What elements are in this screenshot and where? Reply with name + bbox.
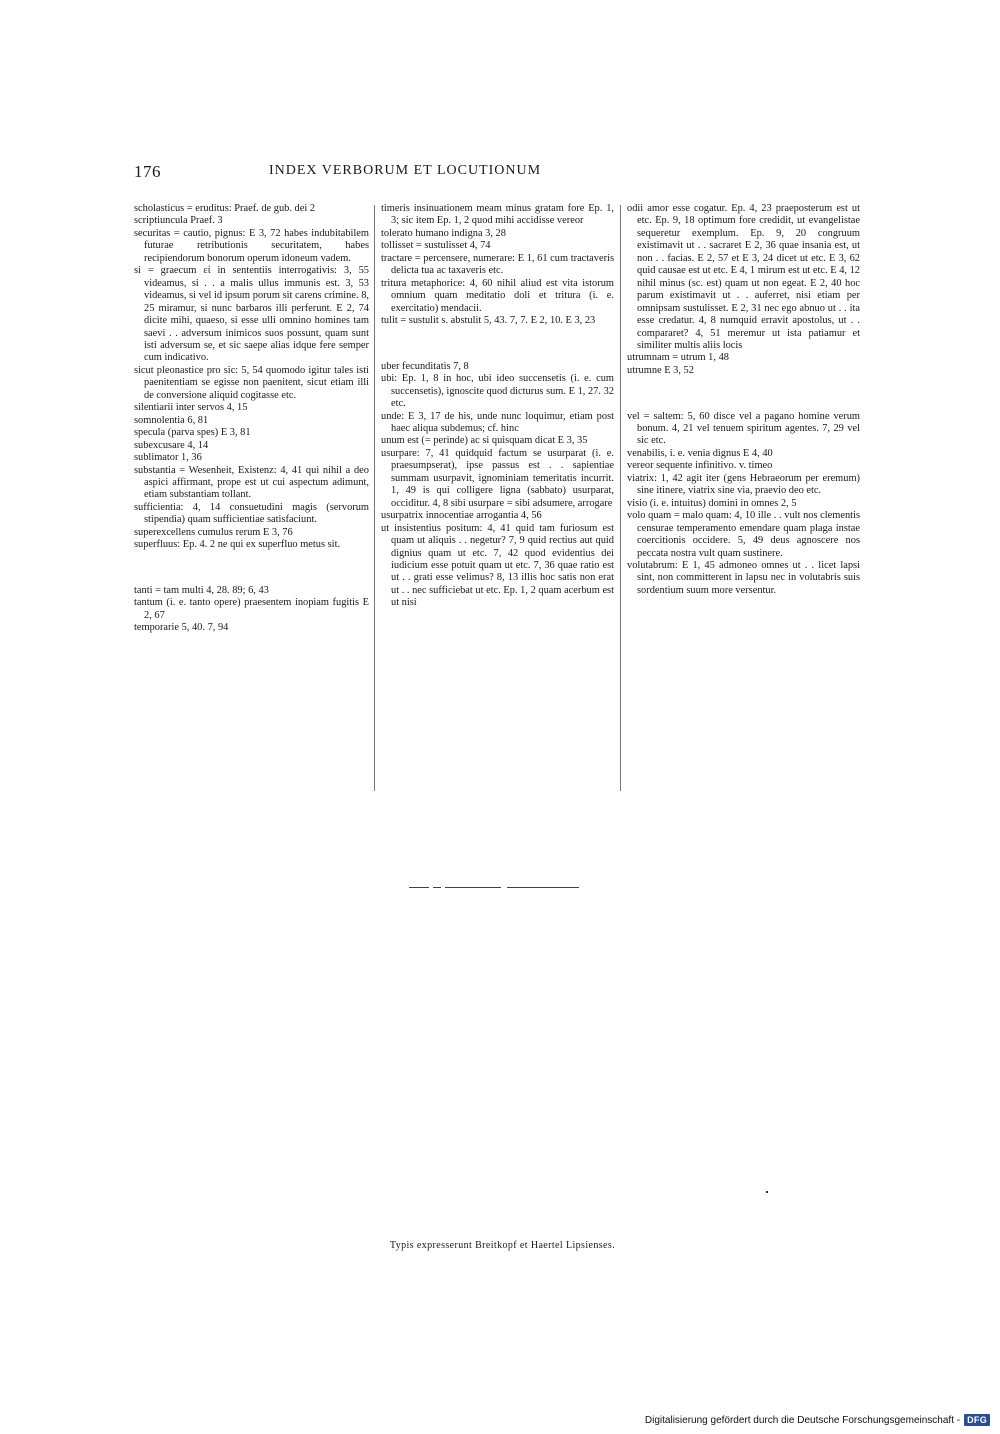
column-divider xyxy=(620,205,621,791)
index-entry: tantum (i. e. tanto opere) praesentem inopiam fugitis E 2, 67 xyxy=(134,597,369,621)
index-entry: sicut pleonastice pro sic: 5, 54 quomodo igitur tales isti paenitentiam se egisse non paenitent, sicut etiam illi de conversione aliquid cogitasse etc. xyxy=(134,364,369,401)
index-entry: somnolentia 6, 81 xyxy=(134,414,209,426)
index-entry: specula (parva spes) E 3, 81 xyxy=(134,427,251,439)
index-entry: vel = saltem: 5, 60 disce vel a pagano homine verum bonum. 4, 21 vel tenuem spiritum agentes. 7, 29 vel sic etc. xyxy=(627,410,860,447)
index-entry: timeris insinuationem meam minus gratam fore Ep. 1, 3; sic item Ep. 1, 2 quod mihi accidisse vereor xyxy=(381,203,614,227)
digitization-footer xyxy=(645,1414,990,1426)
index-entry: tanti = tam multi 4, 28. 89; 6, 43 xyxy=(134,584,269,596)
dfg-logo-icon: DFG xyxy=(964,1414,990,1426)
index-entry: volutabrum: E 1, 45 admoneo omnes ut . . licet lapsi sint, non committerent in lapsu nec in volutabris suis sordentium suum more versentur. xyxy=(627,559,860,596)
index-entry: scholasticus = eruditus: Praef. de gub. dei 2 xyxy=(134,203,316,214)
index-entry: scriptiuncula Praef. 3 xyxy=(134,215,223,227)
index-entry: sublimator 1, 36 xyxy=(134,452,202,464)
index-entry: ubi: Ep. 1, 8 in hoc, ubi ideo succensetis (i. e. cum succensetis), ignoscite quod dicturus sum. E 1, 27. 32 etc. xyxy=(381,373,614,410)
index-entry: unum est (= perinde) ac si quisquam dicat E 3, 35 xyxy=(381,435,588,447)
funding-notice: Digitalisierung gefördert durch die Deutsche Forschungsgemeinschaft - xyxy=(644,1414,961,1426)
column-divider xyxy=(374,205,375,791)
index-entry: utrumne E 3, 52 xyxy=(627,364,694,376)
section-gap xyxy=(381,338,614,350)
section-gap xyxy=(627,388,860,400)
index-entry: silentiarii inter servos 4, 15 xyxy=(134,402,248,414)
index-entry: odii amor esse cogatur. Ep. 4, 23 praeposterum est ut etc. Ep. 9, 18 optimum fore credidit, ut evangelistae sequeretur exemplum. Ep. 9, 20 congruum existimavit ut . . sacraret E 2, 36 quae insania est, ut non . . facias. E 2, 57 et E 3, 24 dicet ut etc. E 3, 62 quid causae est ut etc. E 4, 1 mirum est ut etc. E 4, 12 nihil minus (sc. est) quam ut non egeat. E 2, 40 hoc parum existimavit ut . . auferret, nisi etiam per omnipsam sustulisset. E 2, 31 nec ego abnuo ut . . ita esse credatur. 4, 8 numquid erravit apostolus, ut . . compararet? 4, 51 meremur ut ista patiamur et similiter multis aliis locis xyxy=(627,203,860,351)
index-entry: usurpatrix innocentiae arrogantia 4, 56 xyxy=(381,510,542,522)
index-entry: superexcellens cumulus rerum E 3, 76 xyxy=(134,526,293,538)
index-entry: venabilis, i. e. venia dignus E 4, 40 xyxy=(627,447,773,459)
index-entry: unde: E 3, 17 de his, unde nunc loquimur, etiam post haec aliqua subdemus; cf. hinc xyxy=(381,410,614,434)
index-entry: si = graecum εἰ in sententiis interrogativis: 3, 55 videamus, si . . a malis ullus immunis est. 3, 53 videamus, si vel id ipsum porum sit carens crimine. 8, 25 miramur, si nunc barbaros illi perferunt. E 2, 74 dicite mihi, quaeso, si esse ulli omnino homines tam saevi . . adversum inimicos suos possunt, quam sunt isti adversum se, et sic saepe alias idque fere semper cum indicativo. xyxy=(134,265,369,364)
index-entry: substantia = Wesenheit, Existenz: 4, 41 qui nihil a deo aspici affirmant, prope est ut cui aspectum adimunt, etiam substantiam tollant. xyxy=(134,464,369,501)
index-entry: volo quam = malo quam: 4, 10 ille . . vult nos clementis censurae temperamento emendare quam plaga instae coercitionis occidere. 5, 49 deus agnoscere nos peccata nostra vult quam sustinere. xyxy=(627,510,860,559)
end-ornament-rule xyxy=(409,887,579,889)
index-entry: vereor sequente infinitivo. v. timeo xyxy=(627,460,773,472)
index-entry: temporarie 5, 40. 7, 94 xyxy=(134,622,229,634)
index-entry: tollisset = sustulisset 4, 74 xyxy=(381,240,491,252)
index-entry: ut insistentius positum: 4, 41 quid tam furiosum est quam ut aliquis . . negetur? 7, 9 quid rectius aut quid dignius quam ut etc. 7, 42 quod evidentius dei iudicium esse potuit quam ut etc. 7, 36 quae ratio est ut . . grati esse velimus? 8, 13 illis hoc satis non erat ut . . nec sufficiebat ut etc. Ep. 1, 2 quam acerbum est ut nisi xyxy=(381,522,614,609)
index-entry: visio (i. e. intuitus) domini in omnes 2, 5 xyxy=(627,497,797,509)
index-entry: subexcusare 4, 14 xyxy=(134,439,209,451)
index-entry: viatrix: 1, 42 agit iter (gens Hebraeorum per eremum) sine itinere, viatrix sine via, praevio deo etc. xyxy=(627,472,860,497)
index-column-2 xyxy=(381,203,614,610)
index-entry: tractare = percensere, numerare: E 1, 61 cum tractaveris delicta tua ac taxaveris etc. xyxy=(381,252,614,277)
index-column-1 xyxy=(134,203,369,635)
page-number: 176 xyxy=(134,162,161,181)
index-entry: sufficientia: 4, 14 consuetudini magis (servorum stipendia) quam sufficientiae satisfaciunt. xyxy=(134,501,369,526)
index-entry: usurpare: 7, 41 quidquid factum se usurparat (i. e. praesumpserat), ipse passus est . . sapientiae summam usurpavit, ignominiam temeritatis incurrit. 1, 49 is qui colligere ligna (sabbato) usurparat, occiditur. 4, 8 sibi usurpare = sibi adsumere, arrogare xyxy=(381,447,614,509)
index-entry: tulit = sustulit s. abstulit 5, 43. 7, 7. E 2, 10. E 3, 23 xyxy=(381,315,596,327)
print-speck xyxy=(766,1191,768,1193)
index-entry: superfluus: Ep. 4. 2 ne qui ex superfluo metus sit. xyxy=(134,539,341,551)
index-entry: uber fecunditatis 7, 8 xyxy=(381,360,469,372)
index-entry: tolerato humano indigna 3, 28 xyxy=(381,227,506,239)
running-title: INDEX VERBORUM ET LOCUTIONUM xyxy=(268,163,542,178)
index-column-3 xyxy=(627,203,860,597)
section-gap xyxy=(134,562,369,574)
page-header xyxy=(134,162,636,184)
printer-colophon: Typis expresserunt Breitkopf et Haertel Lipsienses. xyxy=(389,1240,616,1251)
index-entry: utrumnam = utrum 1, 48 xyxy=(627,352,729,364)
index-entry: tritura metaphorice: 4, 60 nihil aliud est vita istorum omnium quam meditatio doli et tritura (i. e. exercitatio) mendacii. xyxy=(381,277,614,314)
index-entry: securitas = cautio, pignus: E 3, 72 habes indubitabilem futurae retributionis securitatem, habes recipiendorum bonorum operum idoneum vadem. xyxy=(134,227,369,264)
